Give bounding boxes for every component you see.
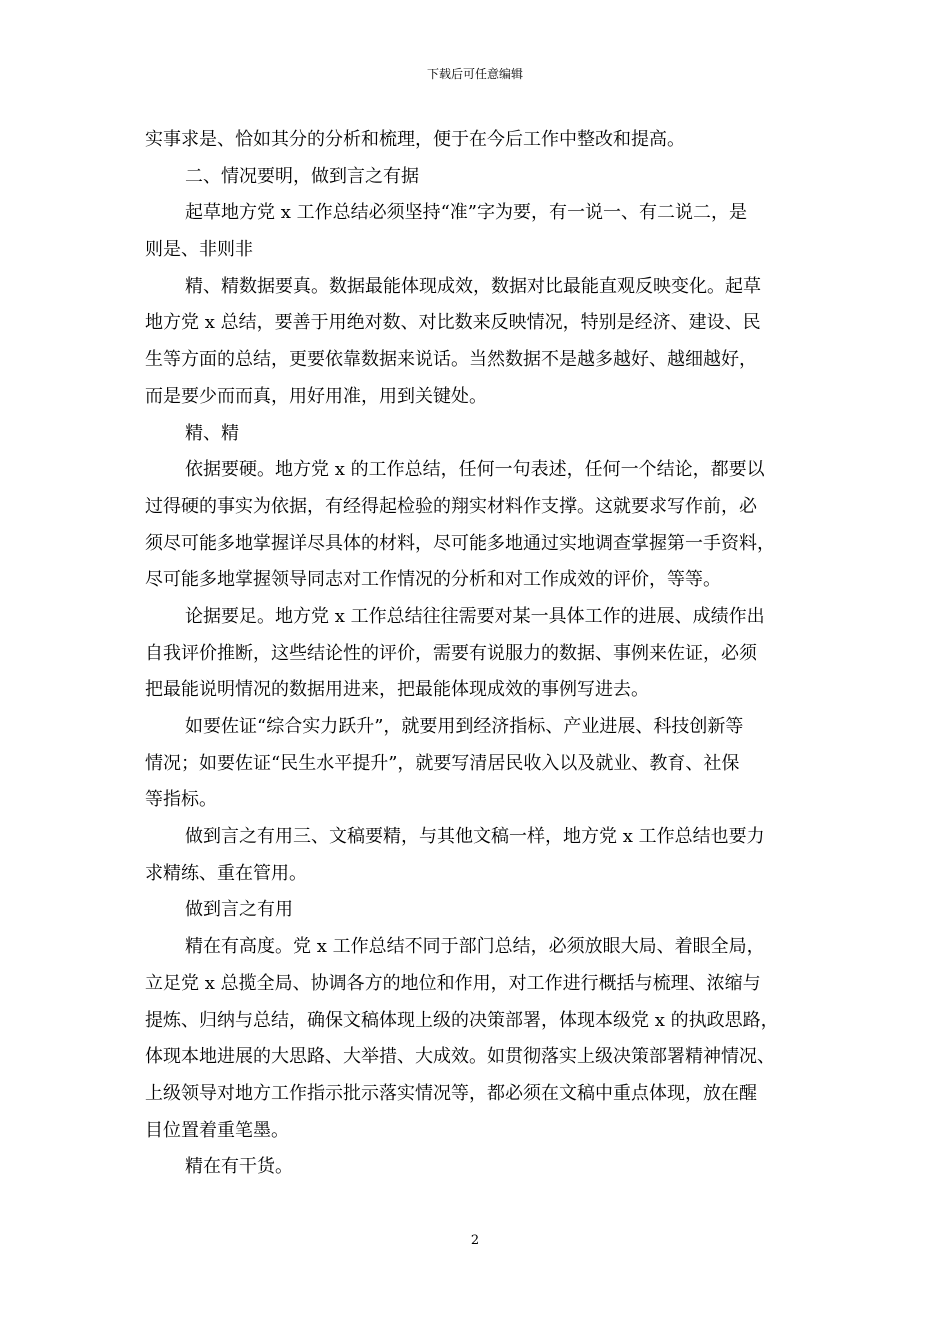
text-line: 依据要硬。地方党 x 的工作总结，任何一句表述，任何一个结论，都要以 <box>185 459 765 481</box>
text-line: 实事求是、恰如其分的分析和梳理，便于在今后工作中整改和提高。 <box>145 129 685 150</box>
document-body <box>145 122 810 1186</box>
text-line: 起草地方党 x 工作总结必须坚持“准”字为要，有一说一、有二说二，是 <box>185 202 747 224</box>
text-line: 等指标。 <box>145 789 217 811</box>
text-line: 如要佐证“综合实力跃升”，就要用到经济指标、产业进展、科技创新等 <box>185 716 744 737</box>
text-line: 精、精数据要真。数据最能体现成效，数据对比最能直观反映变化。起草 <box>185 275 761 297</box>
text-line: 把最能说明情况的数据用进来，把最能体现成效的事例写进去。 <box>145 679 649 701</box>
text-line: 须尽可能多地掌握详尽具体的材料，尽可能多地通过实地调查掌握第一手资料， <box>145 532 775 554</box>
text-line: 精在有高度。党 x 工作总结不同于部门总结，必须放眼大局、着眼全局， <box>185 936 765 958</box>
text-line: 提炼、归纳与总结，确保文稿体现上级的决策部署，体现本级党 x 的执政思路， <box>145 1009 779 1031</box>
text-line: 目位置着重笔墨。 <box>145 1119 289 1141</box>
text-line: 精在有干货。 <box>185 1156 293 1178</box>
text-line: 生等方面的总结，更要依靠数据来说话。当然数据不是越多越好、越细越好， <box>145 349 757 371</box>
text-line: 体现本地进展的大思路、大举措、大成效。如贯彻落实上级决策部署精神情况、 <box>145 1046 775 1068</box>
text-line: 地方党 x 总结，要善于用绝对数、对比数来反映情况，特别是经济、建设、民 <box>145 312 761 334</box>
text-line: 尽可能多地掌握领导同志对工作情况的分析和对工作成效的评价，等等。 <box>145 569 721 591</box>
text-line: 求精练、重在管用。 <box>145 862 307 884</box>
text-line: 论据要足。地方党 x 工作总结往往需要对某一具体工作的进展、成绩作出 <box>185 605 765 627</box>
text-line: 上级领导对地方工作指示批示落实情况等，都必须在文稿中重点体现，放在醒 <box>145 1082 757 1104</box>
text-line: 则是、非则非 <box>145 239 253 261</box>
text-line: 二、情况要明，做到言之有据 <box>185 165 419 187</box>
page-number: 2 <box>470 1233 480 1248</box>
text-line: 做到言之有用三、文稿要精，与其他文稿一样，地方党 x 工作总结也要力 <box>185 826 765 848</box>
text-line: 过得硬的事实为依据，有经得起检验的翔实材料作支撑。这就要求写作前，必 <box>145 495 757 517</box>
text-line: 精、精 <box>185 422 239 444</box>
text-line: 做到言之有用 <box>185 899 293 921</box>
text-line: 立足党 x 总揽全局、协调各方的地位和作用，对工作进行概括与梳理、浓缩与 <box>145 972 761 994</box>
page-header: 下载后可任意编辑 <box>426 67 523 81</box>
text-line: 自我评价推断，这些结论性的评价，需要有说服力的数据、事例来佐证，必须 <box>145 642 757 664</box>
text-line: 而是要少而而真，用好用准，用到关键处。 <box>145 385 487 407</box>
text-line: 情况；如要佐证“民生水平提升”，就要写清居民收入以及就业、教育、社保 <box>145 752 740 774</box>
